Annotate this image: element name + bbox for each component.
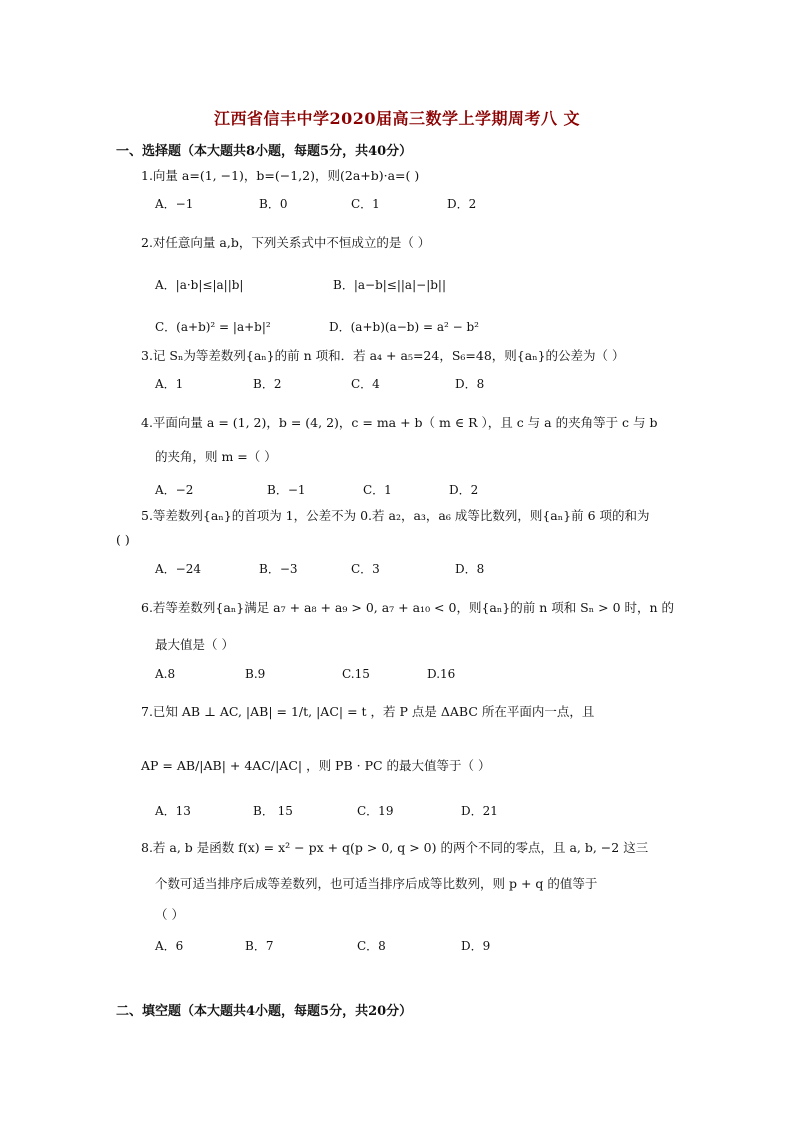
question-7-option-a: A．13: [155, 804, 191, 818]
question-6-stem-line2: 最大值是（ ）: [155, 637, 234, 652]
question-4-stem-line2: 的夹角，则 m =（ ）: [155, 449, 277, 464]
question-8-option-c: C．8: [357, 939, 386, 953]
question-4-option-c: C．1: [363, 483, 392, 497]
question-6-option-b: B.9: [245, 667, 266, 681]
question-5-stem-line2: ( ): [116, 532, 130, 547]
question-2-option-b: B．|a−b|≤||a|−|b||: [333, 278, 446, 292]
question-8-option-d: D．9: [461, 939, 491, 953]
question-1-option-a: A．−1: [155, 197, 194, 211]
question-2-option-a: A．|a·b|≤|a||b|: [155, 278, 244, 292]
question-7-option-d: D．21: [461, 804, 498, 818]
page-title: 江西省信丰中学2020届高三数学上学期周考八 文: [213, 109, 581, 128]
question-6-option-c: C.15: [342, 667, 370, 681]
question-3-option-a: A．1: [155, 377, 184, 391]
question-3-option-b: B．2: [253, 377, 282, 391]
question-3-stem: 3.记 Sₙ为等差数列{aₙ}的前 n 项和．若 a₄ + a₅=24，S₆=48，则{aₙ}的公差为（ ）: [141, 348, 625, 363]
question-4-option-a: A．−2: [155, 483, 194, 497]
question-6-stem-line1: 6.若等差数列{aₙ}满足 a₇ + a₈ + a₉ > 0, a₇ + a₁₀ < 0，则{aₙ}的前 n 项和 Sₙ > 0 时，n 的: [141, 600, 675, 615]
question-1-option-c: C．1: [351, 197, 380, 211]
section-heading-fill-in: 二、填空题（本大题共4小题，每题5分，共20分）: [116, 1004, 413, 1019]
section-heading-choice: 一、选择题（本大题共8小题，每题5分，共40分）: [116, 144, 413, 159]
question-6-option-a: A.8: [155, 667, 176, 681]
question-2-option-c: C．(a+b)² = |a+b|²: [155, 320, 271, 334]
question-1-option-d: D．2: [447, 197, 477, 211]
question-8-stem-line1: 8.若 a, b 是函数 f(x) = x² − px + q(p > 0, q > 0) 的两个不同的零点，且 a, b, −2 这三: [141, 840, 649, 855]
question-5-option-a: A．−24: [155, 562, 201, 576]
question-7-stem-line2: AP = AB/|AB| + 4AC/|AC| ，则 PB · PC 的最大值等于（ ）: [141, 758, 491, 773]
question-2-stem: 2.对任意向量 a,b，下列关系式中不恒成立的是（ ）: [141, 235, 431, 250]
question-5-stem-line1: 5.等差数列{aₙ}的首项为 1，公差不为 0.若 a₂，a₃，a₆ 成等比数列，则{aₙ}前 6 项的和为: [141, 508, 650, 523]
question-3-option-c: C．4: [351, 377, 380, 391]
question-5-option-d: D．8: [455, 562, 485, 576]
question-4-option-b: B．−1: [267, 483, 306, 497]
question-8-stem-line3: （ ）: [155, 907, 184, 922]
question-8-stem-line2: 个数可适当排序后成等差数列，也可适当排序后成等比数列，则 p + q 的值等于: [155, 876, 598, 891]
question-4-stem-line1: 4.平面向量 a = (1, 2)，b = (4, 2)，c = ma + b（ m ∈ R ），且 c 与 a 的夹角等于 c 与 b: [141, 415, 658, 430]
question-7-stem-line1: 7.已知 AB ⊥ AC, |AB| = 1/t, |AC| = t ，若 P 点是 ΔABC 所在平面内一点，且: [141, 704, 595, 719]
question-4-option-d: D．2: [449, 483, 479, 497]
question-7-option-c: C．19: [357, 804, 394, 818]
question-7-option-b: B． 15: [253, 804, 293, 818]
question-8-option-b: B．7: [245, 939, 274, 953]
question-5-option-b: B．−3: [259, 562, 298, 576]
question-6-option-d: D.16: [427, 667, 456, 681]
question-5-option-c: C．3: [351, 562, 380, 576]
question-8-option-a: A．6: [155, 939, 184, 953]
question-2-option-d: D．(a+b)(a−b) = a² − b²: [329, 320, 479, 334]
question-1-option-b: B．0: [259, 197, 288, 211]
question-3-option-d: D．8: [455, 377, 485, 391]
question-1-stem: 1.向量 a=(1, −1)，b=(−1,2)，则(2a+b)·a=( ): [141, 168, 420, 183]
